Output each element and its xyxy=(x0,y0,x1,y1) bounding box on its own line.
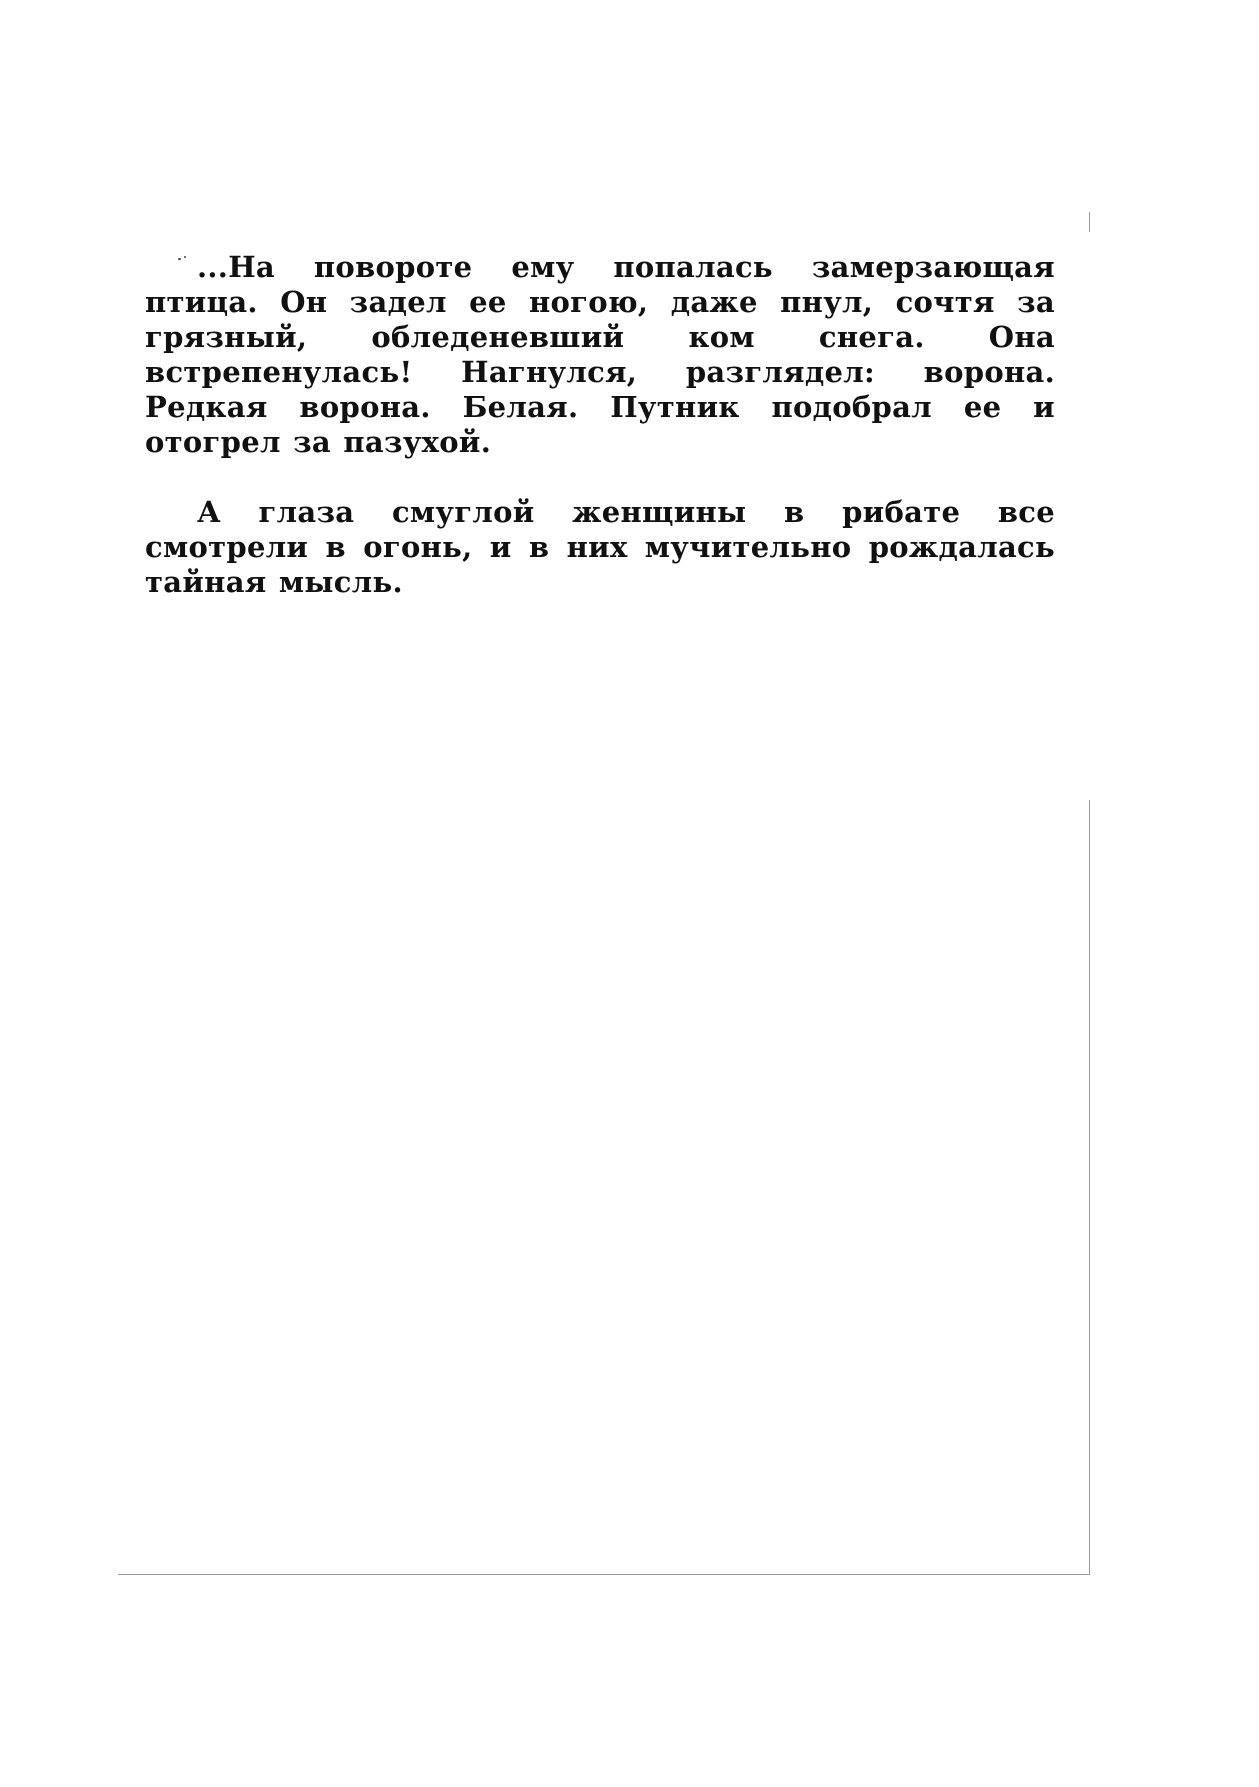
scan-edge-bottom xyxy=(118,1574,1090,1575)
scan-edge-right xyxy=(1089,800,1090,1575)
scan-edge-top xyxy=(1089,212,1090,232)
text-block xyxy=(145,250,1055,600)
paragraph-2: А глаза смуглой женщины в рибате все смотрели в огонь, и в них мучительно рождалась тайная мысль. xyxy=(145,495,1055,599)
paragraph-1: ...На повороте ему попалась замерзающая птица. Он задел ее ногою, даже пнул, сочтя за грязный, обледеневший ком снега. Она встрепенулась! Нагнулся, разглядел: ворона. Редкая ворона. Белая. Путник подобрал ее и отогрел за пазухой. xyxy=(145,250,1055,459)
